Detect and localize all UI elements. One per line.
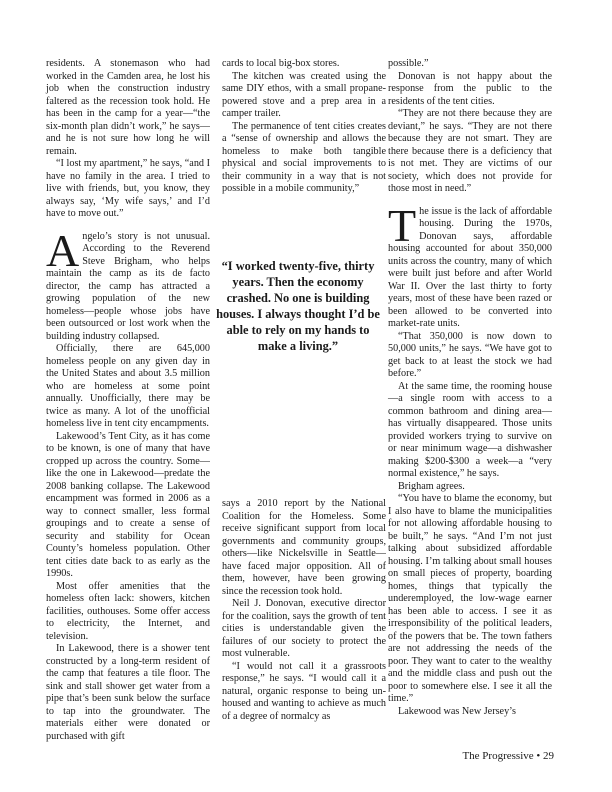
dropcap-letter: T xyxy=(388,199,417,251)
paragraph-dropcap xyxy=(388,199,552,331)
column-2-top xyxy=(222,58,386,196)
paragraph: “I would not call it a grassroots response,” he says. “I would call it a natural, organic response to being un-housed and wanting to achieve as much of a degree of normalcy as xyxy=(222,660,386,722)
paragraph: Officially, there are 645,000 homeless people on any given day in the United States and about 3.5 million who are homeless at some point annually. Unofficially, there may be twice as many. A lot of the unofficial homeless live in tent city encampments. xyxy=(46,343,210,429)
publication-name: The Progressive xyxy=(462,750,534,762)
paragraph-text: ngelo’s story is not unusual. According to the Reverend Steve Brigham, who helps maintain the camp as its de facto director, the camp has attracted a growing population of the new homeless—people whose jobs have been outsourced or lost work when the building industry collapsed. xyxy=(46,230,210,342)
paragraph: The kitchen was created using the same DIY ethos, with a small propane-powered stove and a prep area in a camper trailer. xyxy=(222,70,386,119)
paragraph: Donovan is not happy about the response from the public to the residents of the tent cities. xyxy=(388,70,552,107)
paragraph: “That 350,000 is now down to 50,000 units,” he says. “We have got to get back to at least the stock we had before.” xyxy=(388,330,552,379)
paragraph: residents. A stonemason who had worked in the Camden area, he lost his job when the construction industry faltered as the recession took hold. He has been in the camp for a year—“the six-month plan didn’t work,” he says—and he is not sure how long he will remain. xyxy=(46,58,210,157)
paragraph: Brigham agrees. xyxy=(398,480,465,492)
page-footer xyxy=(462,750,554,762)
paragraph: At the same time, the rooming house—a single room with access to a common bathroom and dining area—has virtually disappeared. Those units provided workers trying to survive on or near minimum wage—a dishwasher making $200-$300 a week—a “very normal existence,” he says. xyxy=(388,380,552,479)
column-3 xyxy=(388,58,552,718)
paragraph: Most offer amenities that the homeless often lack: showers, kitchen facilities, outhouses. Some offer access to electricity, the Internet, and television. xyxy=(46,580,210,642)
page-number: 29 xyxy=(543,750,554,762)
paragraph: “I lost my apartment,” he says, “and I have no family in the area. I tried to live with friends, but, you know, they always say, ‘My wife says,’ and I’d have to move out.” xyxy=(46,158,210,219)
paragraph: “You have to blame the economy, but I also have to blame the municipalities for not allowing affordable housing to be built,” he says. “And I’m not just talking about subsidized affordable housing. I’m talking about small houses on small pieces of property, boarding homes, things that typically the underemployed, the low-wage earner has been able to access. I see it as irresponsibility of the political leaders, of the powers that be. The town fathers are not addressing the needs of the poor. They want to cater to the wealthy and the middle class and push out the poor to somewhere else. I see it all the time.” xyxy=(388,493,552,704)
paragraph-text: he issue is the lack of affordable housing. During the 1970s, Donovan says, affordable housing accounted for about 350,000 units across the country, many of which were built just before and after World War II. Over the last thirty to forty years, most of these have been razed or been allowed to be converted into market-rate units. xyxy=(388,205,552,329)
paragraph: In Lakewood, there is a shower tent constructed by a long-term resident of the camp that features a tile floor. The sink and stall shower get water from a pipe that’s been sunk below the surface to tap into the groundwater. The materials either were donated or purchased with gift xyxy=(46,643,210,742)
paragraph: Neil J. Donovan, executive director for the coalition, says the growth of tent cities is understandable given the failures of our society to protect the most vulnerable. xyxy=(222,598,386,659)
paragraph: cards to local big-box stores. xyxy=(222,58,340,69)
footer-separator: • xyxy=(536,750,541,762)
paragraph: Lakewood was New Jersey’s xyxy=(398,705,516,717)
paragraph: possible.” xyxy=(388,58,429,69)
paragraph: “They are not there because they are deviant,” he says. “They are not there because they are not smart. They are there because there is a deficiency that is not met. They are victims of our society, which does not provide for those most in need.” xyxy=(388,108,552,194)
column-2-bottom xyxy=(222,498,386,723)
paragraph-dropcap xyxy=(46,224,210,344)
paragraph: The permanence of tent cities creates a “sense of ownership and allows the homeless to make both tangible physical and social improvements to their community in a way that is not possible in a mobile community,” xyxy=(222,120,386,194)
column-1 xyxy=(46,58,210,743)
dropcap-letter: A xyxy=(46,224,80,276)
pull-quote: “I worked twenty-five, thirty years. Then the economy crashed. No one is building houses. I always thought I’d be able to rely on my hands to make a living.” xyxy=(216,259,380,353)
paragraph: says a 2010 report by the National Coalition for the Homeless. Some receive significant support from local governments and community groups, others—like Nickelsville in Seattle—have faced major opposition. All of them, however, have been growing since the recession took hold. xyxy=(222,498,386,597)
paragraph: Lakewood’s Tent City, as it has come to be known, is one of many that have cropped up across the country. Some—like the one in Lakewood—predate the 2008 banking collapse. The Lakewood encampment was formed in 2006 as a way to connect smaller, less formal groupings and to create a sense of security and stability for Ocean County’s homeless population. Other tent cities date back to as early as the 1990s. xyxy=(46,430,210,579)
